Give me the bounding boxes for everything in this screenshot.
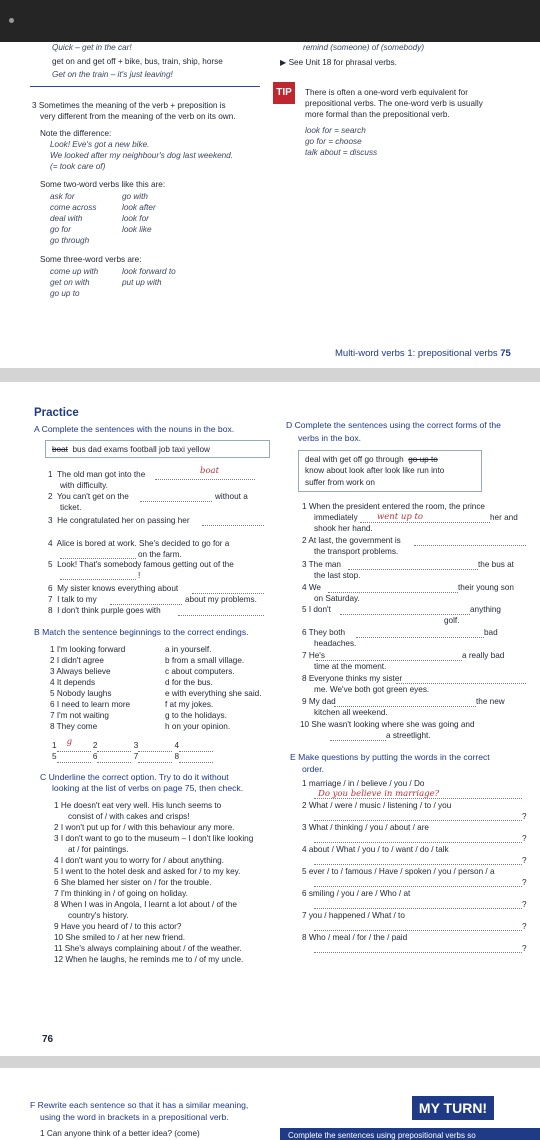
b-beginning: 8 They come (50, 722, 98, 731)
d-item: 4 We (302, 583, 321, 592)
section-c-instruction-1: C Underline the correct option. Try to do it without (40, 772, 229, 782)
text: ticket. (60, 503, 82, 512)
a-item-5: 5 Look! That's somebody famous getting out of the (48, 560, 234, 569)
question-mark: ? (522, 922, 527, 931)
text: remind (someone) of (somebody) (303, 43, 425, 52)
text: look after (122, 203, 156, 212)
handwritten-answer: Do you believe in marriage? (318, 789, 440, 799)
a-item-7: 7 I talk to my (48, 595, 97, 604)
section-c-instruction-2: looking at the list of verbs on page 75, then check. (52, 783, 244, 793)
c-item[interactable]: 6 She blamed her sister on / for the trouble. (54, 878, 212, 887)
d-item: me. We've both got green eyes. (314, 685, 430, 694)
section-d-instruction-2: verbs in the box. (298, 433, 362, 443)
handwritten-answer: boat (200, 466, 220, 476)
c-item[interactable]: 12 When he laughs, he reminds me to / of my uncle. (54, 955, 244, 964)
d-item: a streetlight. (386, 731, 431, 740)
answer-line[interactable] (314, 820, 522, 821)
footer-title: Multi-word verbs 1: prepositional verbs (335, 348, 498, 359)
c-item[interactable]: 5 I went to the hotel desk and asked for / to my key. (54, 867, 241, 876)
text: put up with (122, 278, 162, 287)
word-box-a (45, 440, 270, 458)
word-box-d: deal with get off go through go up to know about look after look like run into suffer from work on (298, 450, 482, 492)
d-item: immediately (314, 513, 358, 522)
text: without a (215, 492, 248, 501)
b-ending: g to the holidays. (165, 711, 227, 720)
text: go with (122, 192, 148, 201)
e-item: 2 What / were / music / listening / to / you (302, 801, 452, 810)
answer-line[interactable] (328, 592, 458, 593)
a-item-3: 3 He congratulated her on passing her (48, 516, 190, 525)
question-mark: ? (522, 856, 527, 865)
c-item[interactable]: 10 She smiled to / at her new friend. (54, 933, 186, 942)
page-number: 76 (42, 1034, 54, 1045)
d-item: 10 She wasn't looking where she was going and (300, 720, 475, 729)
text: with difficulty. (60, 481, 108, 490)
d-item: 9 My dad (302, 697, 336, 706)
d-item: 7 He's (302, 651, 325, 660)
section-f-instruction-1: F Rewrite each sentence so that it has a similar meaning, (30, 1100, 249, 1110)
answer-line[interactable] (314, 908, 522, 909)
d-item: on Saturday. (314, 594, 360, 603)
answer-line[interactable] (314, 886, 522, 887)
answer-line[interactable] (314, 842, 522, 843)
e-item: 3 What / thinking / you / about / are (302, 823, 429, 832)
text: go through (50, 236, 90, 245)
c-item[interactable]: 1 He doesn't eat very well. His lunch seems to (54, 801, 222, 810)
d-item: the bus at (478, 560, 514, 569)
text: more formal than the prepositional verb. (305, 110, 450, 119)
c-item[interactable]: 9 Have you heard of / to this actor? (54, 922, 182, 931)
section-f-instruction-2: using the word in brackets in a prepositional verb. (40, 1112, 229, 1122)
page-number: 75 (500, 348, 511, 359)
d-item: a really bad (462, 651, 505, 660)
answer-line[interactable] (140, 501, 212, 502)
answer-line[interactable] (316, 660, 462, 661)
d-item: 5 I don't (302, 605, 331, 614)
text: We looked after my neighbour's dog last weekend. (50, 151, 234, 160)
page-76 (0, 382, 540, 1056)
d-item: 2 At last, the government is (302, 536, 401, 545)
section-d-instruction-1: D Complete the sentences using the correct forms of the (286, 420, 501, 430)
question-mark: ? (522, 812, 527, 821)
answer-line[interactable] (60, 579, 136, 580)
a-item-2: 2 You can't get on the (48, 492, 129, 501)
b-answer-row-2: 5 6 7 8 (52, 751, 213, 763)
text: prepositional verbs. The one-word verb is usually (305, 99, 483, 108)
text: There is often a one-word verb equivalent for (305, 88, 468, 97)
d-item: 8 Everyone thinks my sister (302, 674, 403, 683)
text: come across (50, 203, 97, 212)
a-item-4: 4 Alice is bored at work. She's decided to go for a (48, 539, 230, 548)
struck-word: boat (52, 445, 68, 454)
b-ending: e with everything she said. (165, 689, 262, 698)
answer-line[interactable] (314, 930, 522, 931)
b-ending: d for the bus. (165, 678, 213, 687)
e-item: 8 Who / meal / for / the / paid (302, 933, 408, 942)
answer-line[interactable] (314, 952, 522, 953)
status-bar (0, 0, 540, 42)
d-item: 3 The man (302, 560, 341, 569)
question-mark: ? (522, 878, 527, 887)
text: come up with (50, 267, 99, 276)
answer-line[interactable] (356, 637, 484, 638)
c-item[interactable]: 3 I don't want to go to the museum – I don't like looking (54, 834, 254, 843)
answer-line[interactable] (348, 569, 478, 570)
text: look for = search (305, 126, 366, 135)
c-item[interactable]: consist of / with cakes and crisps! (68, 812, 190, 821)
page-footer (335, 348, 511, 359)
c-item[interactable]: 4 I don't want you to worry for / about anything. (54, 856, 224, 865)
text: 3 Sometimes the meaning of the verb + preposition is (32, 101, 226, 110)
d-item: 6 They both (302, 628, 346, 637)
b-ending: c about computers. (165, 667, 235, 676)
section-a-instruction: A Complete the sentences with the nouns in the box. (34, 424, 235, 434)
answer-line[interactable] (396, 683, 526, 684)
b-answer-row-1: 1 g 2 3 4 (52, 740, 213, 752)
text: Note the difference: (40, 129, 112, 138)
answer-line[interactable] (414, 545, 526, 546)
page-75 (0, 42, 540, 368)
e-item: 5 ever / to / famous / Have / spoken / you / person / a (302, 867, 495, 876)
b-beginning: 3 Always believe (50, 667, 111, 676)
answer-line[interactable] (202, 525, 264, 526)
text: talk about = discuss (305, 148, 378, 157)
b-ending: a in yourself. (165, 645, 212, 654)
text: Quick – get in the car! (52, 43, 132, 52)
c-item[interactable]: country's history. (68, 911, 129, 920)
d-item: golf. (444, 616, 460, 625)
text: ! (138, 571, 141, 580)
answer-line[interactable] (314, 864, 522, 865)
text: ask for (50, 192, 75, 201)
page-77 (0, 1068, 540, 1140)
c-item[interactable]: 2 I won't put up for / with this behaviour any more. (54, 823, 235, 832)
b-ending: b from a small village. (165, 656, 245, 665)
text: Some two-word verbs like this are: (40, 180, 166, 189)
text: Get on the train – it's just leaving! (52, 70, 173, 79)
section-e-instruction-1: E Make questions by putting the words in the correct (290, 752, 490, 762)
my-turn-bar: Complete the sentences using prepositional verbs so (280, 1128, 540, 1140)
text: look forward to (122, 267, 176, 276)
text: go for (50, 225, 71, 234)
text: get on and get off + bike, bus, train, ship, horse (52, 57, 223, 66)
text: deal with (50, 214, 83, 223)
d-item: bad (484, 628, 498, 637)
text: on the farm. (138, 550, 182, 559)
question-mark: ? (522, 834, 527, 843)
text: look for (122, 214, 149, 223)
question-mark: ? (522, 944, 527, 953)
b-ending: f at my jokes. (165, 700, 214, 709)
text: Look! Eve's got a new bike. (50, 140, 150, 149)
b-beginning: 4 It depends (50, 678, 96, 687)
answer-line[interactable] (334, 706, 476, 707)
answer-line[interactable] (330, 740, 386, 741)
answer-line[interactable] (155, 479, 255, 480)
b-beginning: 5 Nobody laughs (50, 689, 112, 698)
answer-line[interactable] (314, 798, 522, 799)
answer-line[interactable] (178, 615, 264, 616)
see-unit-link[interactable]: ▶ See Unit 18 for phrasal verbs. (280, 58, 397, 67)
b-beginning: 2 I didn't agree (50, 656, 104, 665)
menu-dot-icon (9, 18, 14, 23)
b-beginning: 6 I need to learn more (50, 700, 131, 709)
box-words: bus dad exams football job taxi yellow (72, 445, 210, 454)
handwritten-answer: g (66, 737, 73, 747)
a-item-6: 6 My sister knows everything about (48, 584, 179, 593)
a-item-1: 1 The old man got into the (48, 470, 146, 479)
d-item: the transport problems. (314, 547, 399, 556)
handwritten-answer: went up to (377, 512, 424, 522)
d-item: their young son (458, 583, 514, 592)
c-item[interactable]: at / for paintings. (68, 845, 129, 854)
divider (30, 86, 260, 87)
question-mark: ? (522, 900, 527, 909)
d-item: time at the moment. (314, 662, 387, 671)
d-item: shook her hand. (314, 524, 373, 533)
answer-line[interactable] (360, 522, 490, 523)
text: go up to (50, 289, 80, 298)
e-item: 1 marriage / in / believe / you / Do (302, 779, 425, 788)
d-item: headaches. (314, 639, 357, 648)
text: about my problems. (185, 595, 257, 604)
my-turn-badge: MY TURN! (412, 1096, 494, 1120)
text: look like (122, 225, 152, 234)
c-item[interactable]: 7 I'm thinking in / of going on holiday. (54, 889, 188, 898)
d-item: kitchen all weekend. (314, 708, 388, 717)
section-b-instruction: B Match the sentence beginnings to the correct endings. (34, 627, 249, 637)
d-item: the last stop. (314, 571, 361, 580)
e-item: 6 smiling / you / are / Who / at (302, 889, 411, 898)
f-item-1: 1 Can anyone think of a better idea? (come) (40, 1129, 200, 1138)
c-item[interactable]: 8 When I was in Angola, I learnt a lot about / of the (54, 900, 237, 909)
b-beginning: 1 I'm looking forward (50, 645, 126, 654)
practice-title: Practice (34, 407, 79, 419)
text: get on with (50, 278, 90, 287)
b-beginning: 7 I'm not waiting (50, 711, 109, 720)
e-item: 7 you / happened / What / to (302, 911, 405, 920)
b-ending: h on your opinion. (165, 722, 231, 731)
text: go for = choose (305, 137, 362, 146)
d-item: 1 When the president entered the room, the prince (302, 502, 485, 511)
d-item: her and (490, 513, 518, 522)
tip-badge: TIP (273, 82, 295, 104)
section-e-instruction-2: order. (302, 764, 324, 774)
d-item: anything (470, 605, 501, 614)
text: very different from the meaning of the verb on its own. (40, 112, 236, 121)
answer-line[interactable] (340, 614, 470, 615)
c-item[interactable]: 11 She's always complaining about / of the weather. (54, 944, 242, 953)
text: (= took care of) (50, 162, 106, 171)
e-item: 4 about / What / you / to / want / do / talk (302, 845, 449, 854)
text: Some three-word verbs are: (40, 255, 142, 264)
a-item-8: 8 I don't think purple goes with (48, 606, 161, 615)
d-item: the new (476, 697, 505, 706)
